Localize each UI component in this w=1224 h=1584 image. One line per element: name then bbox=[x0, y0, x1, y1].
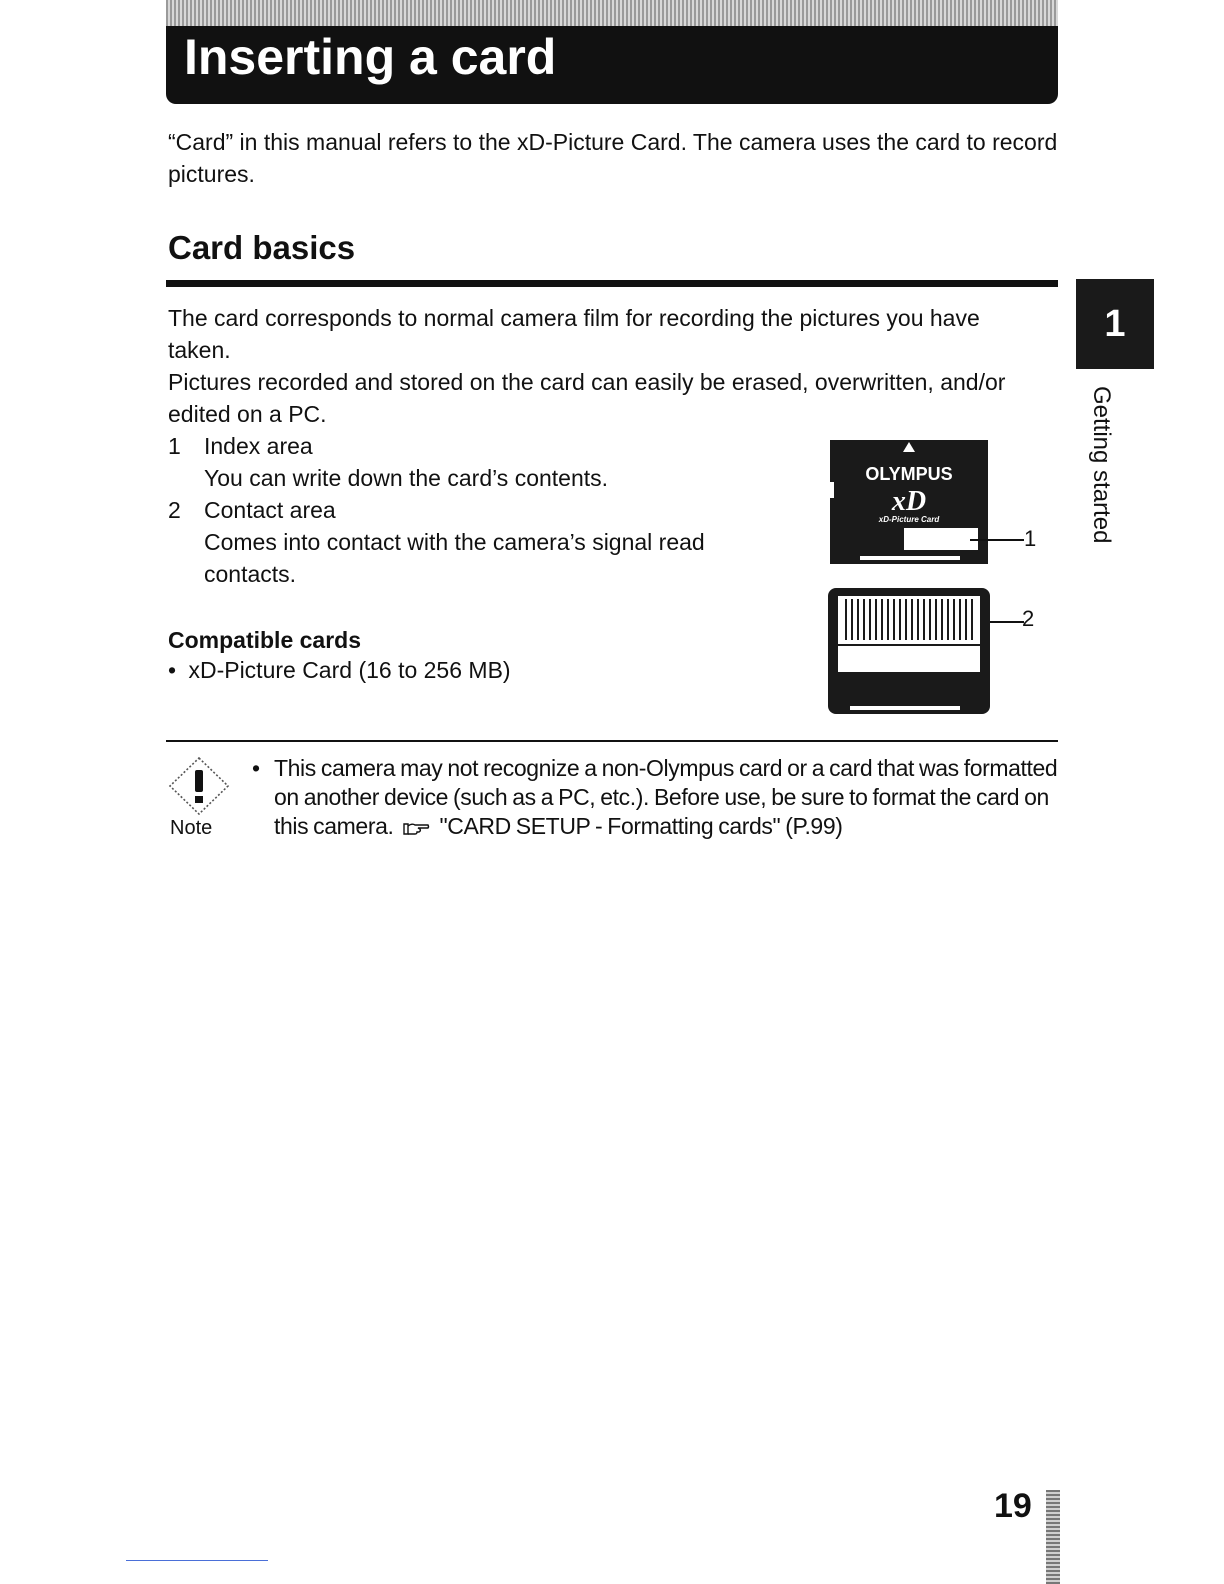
section-title: Card basics bbox=[168, 229, 356, 266]
xd-card-diagram bbox=[820, 436, 1050, 722]
page-number: 19 bbox=[994, 1487, 1032, 1525]
item-number: 2 bbox=[168, 497, 181, 523]
bullet: • bbox=[168, 657, 177, 683]
page-header bbox=[166, 0, 1058, 104]
section-divider bbox=[166, 280, 1058, 287]
note-warning-icon bbox=[168, 756, 230, 816]
note-body bbox=[252, 754, 1058, 841]
item-title: Index area bbox=[204, 433, 313, 459]
list-item bbox=[168, 654, 511, 686]
page-title: Inserting a card bbox=[184, 29, 557, 85]
note-text: This camera may not recognize a non-Olympus card or a card that was formatted on another device (such as a PC, etc.). Before use, be sure to format the card on this camera. bbox=[274, 755, 1058, 839]
card-front bbox=[828, 440, 988, 564]
intro-text: “Card” in this manual refers to the xD-Picture Card. The camera uses the card to record pictures. bbox=[168, 129, 1058, 187]
card-logo: xD bbox=[891, 486, 927, 517]
paragraph: The card corresponds to normal camera film for recording the pictures you have taken. bbox=[168, 305, 980, 363]
note-divider bbox=[166, 740, 1058, 742]
note-label: Note bbox=[170, 817, 213, 839]
paragraph: Pictures recorded and stored on the card can easily be erased, overwritten, and/or edited on a PC. bbox=[168, 369, 1006, 427]
header-hatch-pattern bbox=[166, 0, 1058, 26]
card-product-name: xD-Picture Card bbox=[878, 515, 940, 524]
page-edge-marker bbox=[1046, 1490, 1060, 1584]
footer-line bbox=[126, 1560, 268, 1561]
item-title: Contact area bbox=[204, 497, 336, 523]
item-description: Comes into contact with the camera’s signal read contacts. bbox=[204, 529, 705, 587]
callout-label-2: 2 bbox=[1022, 606, 1035, 631]
index-area bbox=[904, 528, 978, 550]
item-number: 1 bbox=[168, 433, 181, 459]
compatible-cards-title: Compatible cards bbox=[168, 627, 361, 653]
chapter-label: Getting started bbox=[1088, 386, 1115, 544]
bullet: • bbox=[252, 755, 260, 781]
compatible-card-item: xD-Picture Card (16 to 256 MB) bbox=[188, 657, 511, 683]
chapter-tab: 1 bbox=[1076, 279, 1154, 369]
note-reference: "CARD SETUP - Formatting cards" (P.99) bbox=[439, 813, 843, 839]
callout-label-1: 1 bbox=[1024, 526, 1037, 551]
card-back bbox=[828, 588, 990, 714]
item-description: You can write down the card’s contents. bbox=[204, 465, 609, 491]
card-brand: OLYMPUS bbox=[865, 464, 953, 484]
pointing-hand-icon bbox=[402, 820, 430, 836]
